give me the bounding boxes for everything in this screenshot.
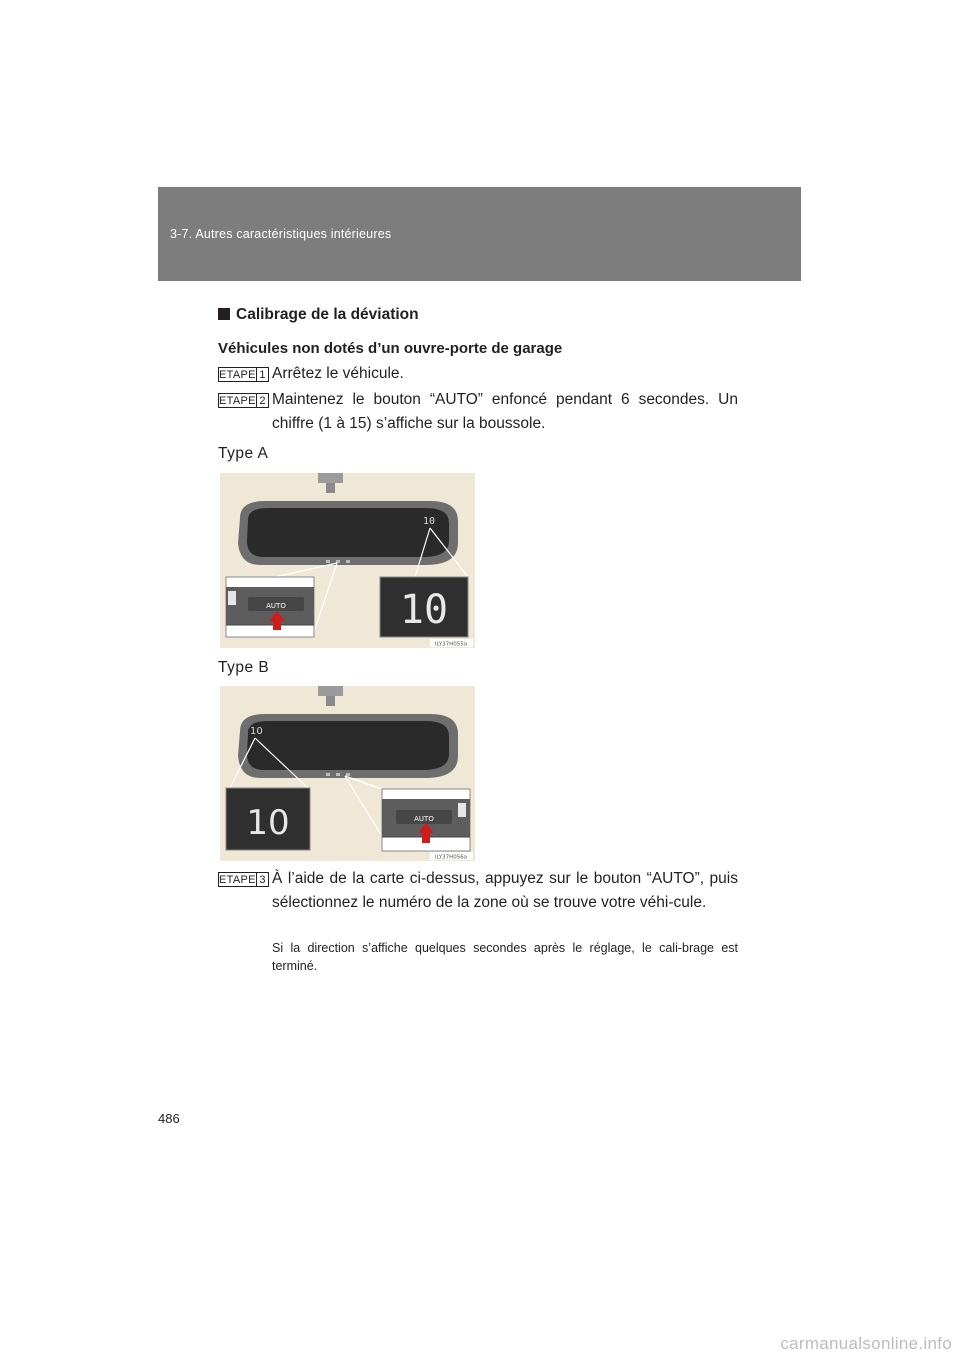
auto-button-label: AUTO bbox=[414, 815, 434, 823]
subtitle: Véhicules non dotés d’un ouvre-porte de garage bbox=[218, 340, 563, 357]
step-text-2: Maintenez le bouton “AUTO” enfoncé pendant 6 secondes. Un chiffre (1 à 15) s’affiche sur la boussole. bbox=[272, 391, 738, 432]
step-badge-1: ETAPE 1 bbox=[218, 367, 269, 382]
figure-type-a bbox=[220, 473, 475, 648]
page-number: 486 bbox=[158, 1111, 180, 1126]
square-bullet-icon bbox=[218, 308, 230, 320]
step-text-3: À l’aide de la carte ci-dessus, appuyez sur le bouton “AUTO”, puis sélectionnez le numéro de la zone où se trouve votre véhi-cule. bbox=[272, 870, 738, 911]
inset-display-digits: 10 bbox=[246, 803, 290, 843]
section-title: Calibrage de la déviation bbox=[218, 306, 419, 324]
chapter-section-title: 3-7. Autres caractéristiques intérieures bbox=[170, 227, 392, 241]
figure-code: ILY37H056a bbox=[434, 854, 468, 861]
type-a-label: Type A bbox=[218, 445, 269, 462]
step-badge-3: ETAPE 3 bbox=[218, 872, 269, 887]
inset-display-digits: 10 bbox=[399, 587, 449, 633]
mirror-display-digits: 10 bbox=[250, 726, 263, 737]
step-text-1: Arrêtez le véhicule. bbox=[272, 365, 404, 382]
type-b-label: Type B bbox=[218, 659, 270, 676]
watermark: carmanualsonline.info bbox=[780, 1334, 952, 1353]
mirror-display-digits: 10 bbox=[423, 516, 436, 527]
rearview-mirror-type-a-illustration bbox=[220, 473, 475, 648]
rearview-mirror-type-b-illustration bbox=[220, 686, 475, 861]
auto-button-label: AUTO bbox=[266, 602, 286, 610]
figure-type-b bbox=[220, 686, 475, 861]
figure-code: ILY37H055a bbox=[434, 641, 468, 648]
step-badge-2: ETAPE 2 bbox=[218, 393, 269, 408]
chapter-header-band bbox=[158, 187, 801, 281]
step-note-3: Si la direction s’affiche quelques secondes après le réglage, le cali-brage est terminé. bbox=[272, 941, 738, 973]
